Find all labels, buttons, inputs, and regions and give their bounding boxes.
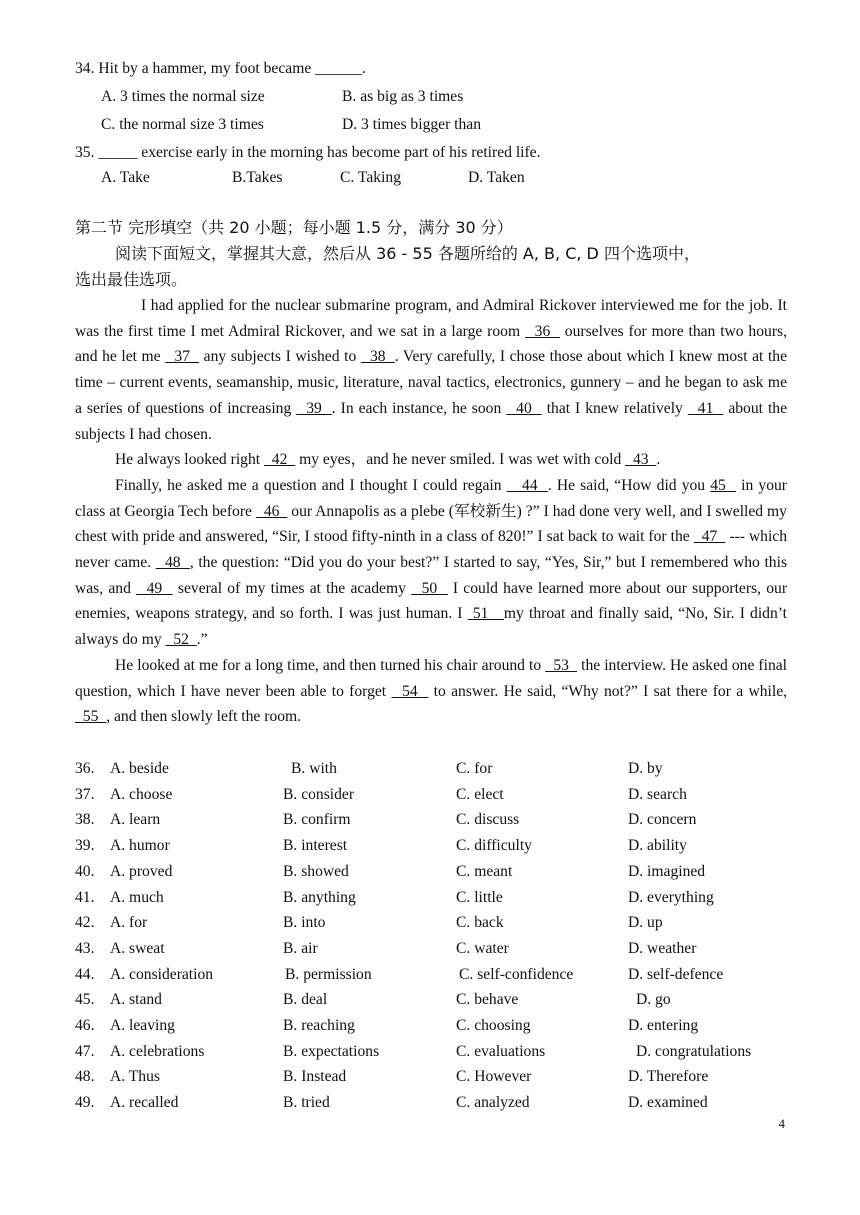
q34-option-d: D. 3 times bigger than (342, 116, 482, 133)
question-number: 36. (75, 760, 95, 777)
blank-36: 36 (524, 322, 560, 340)
question-number: 48. (75, 1068, 95, 1086)
option-b: B. into (283, 914, 326, 932)
option-d: D. go (636, 991, 671, 1009)
question-number: 38. (75, 811, 95, 829)
option-b: B. expectations (283, 1042, 380, 1060)
blank-52: 52 (165, 631, 197, 649)
blank-45: 45 (710, 476, 737, 494)
option-a: A. beside (110, 760, 169, 777)
q34-option-c: C. the normal size 3 times (101, 116, 264, 133)
option-a: A. consideration (110, 965, 214, 983)
paragraph-1: I had applied for the nuclear submarine program, and Admiral Rickover interviewed me for the job. It was the first time I met Admiral Rickover, and we sat in a large room 36 ourselves for more than two hours, and he let me 37 any subjects I wished to 38 . Very carefully, I chose those about which I knew most at the time – current events, seamanship, music, literature, naval tactics, electronics, gunnery – and he began to ask me a series of questions of increasing 39 . In each instance, he soon 40 that I knew relatively 41 about the subjects I had chosen. (75, 297, 787, 443)
question-number: 46. (75, 1017, 95, 1034)
option-b: B. Instead (283, 1068, 347, 1086)
option-c: C. choosing (456, 1017, 531, 1034)
option-d: D. entering (628, 1017, 699, 1034)
option-d: D. search (628, 785, 687, 803)
option-a: A. sweat (110, 939, 165, 957)
option-c: C. back (456, 914, 504, 932)
question-number: 45. (75, 991, 95, 1009)
question-number: 44. (75, 965, 95, 983)
question-number: 42. (75, 914, 95, 932)
option-b: B. anything (283, 888, 356, 906)
paragraph-4: He looked at me for a long time, and then turned his chair around to 53 the interview. He asked one final question, which I have never been able to forget 54 to answer. He said, “Why not?” I sat there for a while, 55 , and then slowly left the room. (75, 656, 788, 726)
option-a: A. proved (110, 862, 173, 880)
q35-option-a: A. Take (101, 169, 150, 186)
option-c: C. difficulty (456, 837, 532, 855)
section-title: 第二节 完形填空（共 20 小题；每小题 1.5 分，满分 30 分） (75, 218, 513, 237)
blank-37: 37 (165, 348, 200, 366)
option-c: C. evaluations (456, 1042, 546, 1060)
q34-option-a: A. 3 times the normal size (101, 88, 265, 105)
q35-option-b: B.Takes (232, 169, 283, 186)
paragraph-2: He always looked right 42 my eyes，and he never smiled. I was wet with cold 43 . (115, 451, 661, 469)
blank-47: 47 (693, 528, 726, 546)
blank-38: 38 (360, 348, 395, 366)
option-b: B. with (291, 760, 337, 777)
option-c: C. water (456, 939, 509, 957)
option-d: D. concern (628, 811, 697, 829)
option-c: C. behave (456, 991, 519, 1009)
option-a: A. celebrations (110, 1042, 205, 1060)
blank-39: 39 (296, 399, 332, 417)
q35-option-c: C. Taking (340, 169, 401, 186)
blank-42: 42 (263, 451, 296, 469)
option-b: B. permission (285, 965, 372, 983)
paragraph-3: Finally, he asked me a question and I thought I could regain 44 . He said, “How did you 45 in your class at Georgia Tech before 46 our Annapolis as a plebe (军校新生) ?” I had done very well, and I swelled my chest with pride and answered, “Sir, I stood fifty-ninth in a class of 820!” I sat back to wait for the 47 --- which never came. 48 , the question: “Did you do your best?” I started to say, “Yes, Sir,” but I remembered who this was, and 49 several of my times at the academy 50 I could have learned more about our supporters, our enemies, weapons strategy, and so forth. I was just human. I 51 my throat and finally said, “No, Sir. I didn’t always do my 52 .” (75, 476, 788, 649)
option-a: A. stand (110, 991, 162, 1009)
question-number: 43. (75, 939, 95, 957)
option-c: C. self-confidence (459, 965, 574, 983)
question-number: 39. (75, 837, 95, 855)
option-d: D. by (628, 760, 663, 777)
option-b: B. air (283, 939, 318, 957)
question-number: 49. (75, 1094, 95, 1112)
option-c: C. meant (456, 862, 513, 880)
option-a: A. Thus (110, 1068, 160, 1086)
q35-option-d: D. Taken (468, 169, 525, 186)
blank-43: 43 (625, 451, 657, 469)
blank-53: 53 (545, 656, 578, 674)
option-d: D. up (628, 914, 663, 932)
q35-stem: 35. _____ exercise early in the morning has become part of his retired life. (75, 144, 541, 161)
option-b: B. interest (283, 837, 348, 855)
blank-46: 46 (255, 502, 288, 520)
option-d: D. congratulations (636, 1042, 752, 1060)
option-b: B. tried (283, 1094, 330, 1112)
option-c: C. little (456, 888, 503, 906)
page-number: 4 (778, 1116, 785, 1131)
option-d: D. ability (628, 837, 687, 855)
option-c: C. for (456, 760, 493, 777)
question-number: 37. (75, 785, 95, 803)
option-a: A. learn (110, 811, 161, 829)
option-b: B. confirm (283, 811, 351, 829)
blank-41: 41 (687, 399, 724, 417)
option-a: A. recalled (110, 1094, 179, 1112)
cloze-passage (75, 293, 787, 730)
option-c: C. analyzed (456, 1094, 530, 1112)
blank-49: 49 (136, 579, 173, 597)
section-instruction-1: 阅读下面短文，掌握其大意，然后从 36 - 55 各题所给的 A, B, C, D 四个选项中， (115, 244, 700, 263)
option-b: B. reaching (283, 1017, 355, 1034)
option-d: D. Therefore (628, 1068, 709, 1086)
option-c: C. However (456, 1068, 532, 1086)
blank-55: 55 (75, 708, 107, 726)
option-d: D. weather (628, 939, 697, 957)
option-a: A. choose (110, 785, 173, 803)
blank-54: 54 (391, 682, 429, 700)
blank-50: 50 (411, 579, 448, 597)
blank-40: 40 (506, 399, 542, 417)
q34-stem: 34. Hit by a hammer, my foot became ______. (75, 60, 366, 77)
q34-option-b: B. as big as 3 times (342, 88, 464, 105)
option-c: C. elect (456, 785, 504, 803)
blank-51: 51 (467, 605, 504, 623)
question-number: 40. (75, 862, 95, 880)
option-b: B. consider (283, 785, 355, 803)
option-c: C. discuss (456, 811, 520, 829)
option-b: B. deal (283, 991, 328, 1009)
option-d: D. everything (628, 888, 714, 906)
option-d: D. self-defence (628, 965, 724, 983)
blank-44: 44 (506, 476, 548, 494)
question-number: 41. (75, 888, 95, 906)
option-a: A. leaving (110, 1017, 175, 1034)
section-instruction-2: 选出最佳选项。 (75, 270, 188, 289)
option-a: A. humor (110, 837, 170, 855)
option-a: A. much (110, 888, 164, 906)
option-b: B. showed (283, 862, 349, 880)
option-a: A. for (110, 914, 148, 932)
blank-48: 48 (155, 554, 190, 572)
question-number: 47. (75, 1042, 95, 1060)
option-d: D. imagined (628, 862, 706, 880)
option-d: D. examined (628, 1094, 708, 1112)
